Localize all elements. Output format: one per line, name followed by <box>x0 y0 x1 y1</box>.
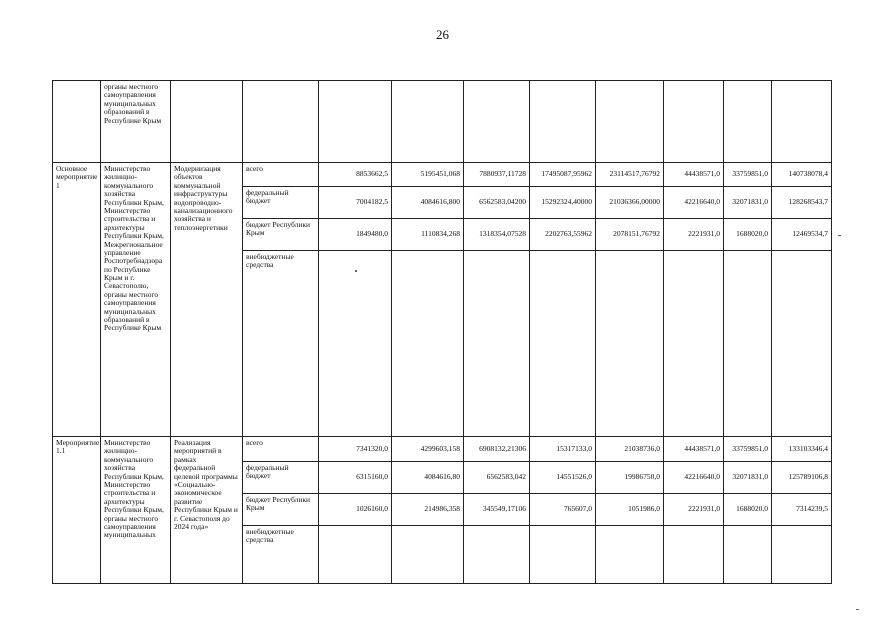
value-cell: 125789106,8 <box>772 462 832 494</box>
value-cell: 2078151,76792 <box>596 219 664 251</box>
funding-source: всего <box>243 163 319 187</box>
funding-source: внебюджетные средства <box>243 251 319 437</box>
value-cell <box>530 251 596 437</box>
value-cell: 4084616,80 <box>392 462 464 494</box>
value-cell <box>772 251 832 437</box>
table-row <box>53 163 832 187</box>
value-cell: 6908132,21306 <box>464 437 530 462</box>
value-cell <box>319 526 392 584</box>
value-cell <box>596 526 664 584</box>
value-cell: 23114517,76792 <box>596 163 664 187</box>
value-cell: 7880937,11728 <box>464 163 530 187</box>
value-cell: 2221931,0 <box>664 219 724 251</box>
value-cell: 15317133,0 <box>530 437 596 462</box>
value-cell: 12469534,7 <box>772 219 832 251</box>
value-cell: 17495087,95962 <box>530 163 596 187</box>
value-cell: 1318354,07528 <box>464 219 530 251</box>
description-cell: Модернизация объектов коммунальной инфраструктуры водопроводно-канализационного хозяйства и теплоэнергетики <box>171 163 243 437</box>
value-cell: 6562583,04200 <box>464 187 530 219</box>
value-cell: 8853662,5 <box>319 163 392 187</box>
scan-speck <box>355 270 357 272</box>
scan-mark <box>838 235 841 236</box>
continuation-row <box>53 81 832 163</box>
value-cell: 42216640,0 <box>664 187 724 219</box>
value-cell: 32071831,0 <box>724 462 772 494</box>
value-cell <box>392 526 464 584</box>
value-cell <box>724 251 772 437</box>
value-cell: 32071831,0 <box>724 187 772 219</box>
value-cell <box>724 526 772 584</box>
value-cell: 133103346,4 <box>772 437 832 462</box>
value-cell <box>664 251 724 437</box>
funding-source: бюджет Республики Крым <box>243 494 319 526</box>
value-cell: 7004182,5 <box>319 187 392 219</box>
value-cell: 42216640,0 <box>664 462 724 494</box>
value-cell: 1849480,0 <box>319 219 392 251</box>
executor-cell: органы местного самоуправления муниципальных образований в Республике Крым <box>101 81 171 163</box>
value-cell <box>772 526 832 584</box>
value-cell <box>464 251 530 437</box>
value-cell: 2202763,55962 <box>530 219 596 251</box>
value-cell: 33759851,0 <box>724 437 772 462</box>
value-cell <box>392 251 464 437</box>
funding-source: внебюджетные средства <box>243 526 319 584</box>
value-cell: 1110834,268 <box>392 219 464 251</box>
value-cell: 7341320,0 <box>319 437 392 462</box>
value-cell: 44438571,0 <box>664 163 724 187</box>
value-cell: 4084616,800 <box>392 187 464 219</box>
value-cell: 19986750,0 <box>596 462 664 494</box>
executor-cell: Министерство жилищно-коммунального хозяйства Республики Крым, Министерство строительства и архитектуры Республики Крым, Межрегиональное управление Роспотребнадзора по Республике Крым и г. Севастополю, органы местного самоуправления муниципальных образований в Республике Крым <box>101 163 171 437</box>
value-cell: 6315160,0 <box>319 462 392 494</box>
value-cell: 214986,358 <box>392 494 464 526</box>
value-cell: 1026160,0 <box>319 494 392 526</box>
funding-source: бюджет Республики Крым <box>243 219 319 251</box>
funding-source: всего <box>243 437 319 462</box>
value-cell: 765607,0 <box>530 494 596 526</box>
value-cell: 44438571,0 <box>664 437 724 462</box>
value-cell: 14551526,0 <box>530 462 596 494</box>
value-cell: 33759851,0 <box>724 163 772 187</box>
value-cell <box>596 251 664 437</box>
budget-table <box>52 80 832 584</box>
value-cell: 7314239,5 <box>772 494 832 526</box>
value-cell <box>664 526 724 584</box>
value-cell: 2221931,0 <box>664 494 724 526</box>
value-cell: 5195451,068 <box>392 163 464 187</box>
executor-cell: Министерство жилищно-коммунального хозяйства Республики Крым, Министерство строительства и архитектуры Республики Крым, органы местного самоуправления муниципальных <box>101 437 171 584</box>
value-cell <box>464 526 530 584</box>
description-cell: Реализация мероприятий в рамках федеральной целевой программы «Социально-экономическое развитие Республики Крым и г. Севастополя до 2024 года» <box>171 437 243 584</box>
value-cell: 21036366,00000 <box>596 187 664 219</box>
value-cell <box>319 251 392 437</box>
value-cell <box>530 526 596 584</box>
measure-label: Мероприятие 1.1 <box>53 437 101 584</box>
value-cell: 140738078,4 <box>772 163 832 187</box>
page-number: 26 <box>436 27 449 42</box>
value-cell: 21038736,0 <box>596 437 664 462</box>
table-row <box>53 437 832 462</box>
value-cell: 1688020,0 <box>724 219 772 251</box>
scan-mark <box>856 609 859 610</box>
value-cell: 345549,17106 <box>464 494 530 526</box>
value-cell: 15292324,40000 <box>530 187 596 219</box>
value-cell: 6562583,042 <box>464 462 530 494</box>
measure-label: Основное мероприятие 1 <box>53 163 101 437</box>
value-cell: 4299603,158 <box>392 437 464 462</box>
value-cell: 128268543,7 <box>772 187 832 219</box>
value-cell: 1688020,0 <box>724 494 772 526</box>
funding-source: федеральный бюджет <box>243 462 319 494</box>
funding-source: федеральный бюджет <box>243 187 319 219</box>
value-cell: 1051986,0 <box>596 494 664 526</box>
